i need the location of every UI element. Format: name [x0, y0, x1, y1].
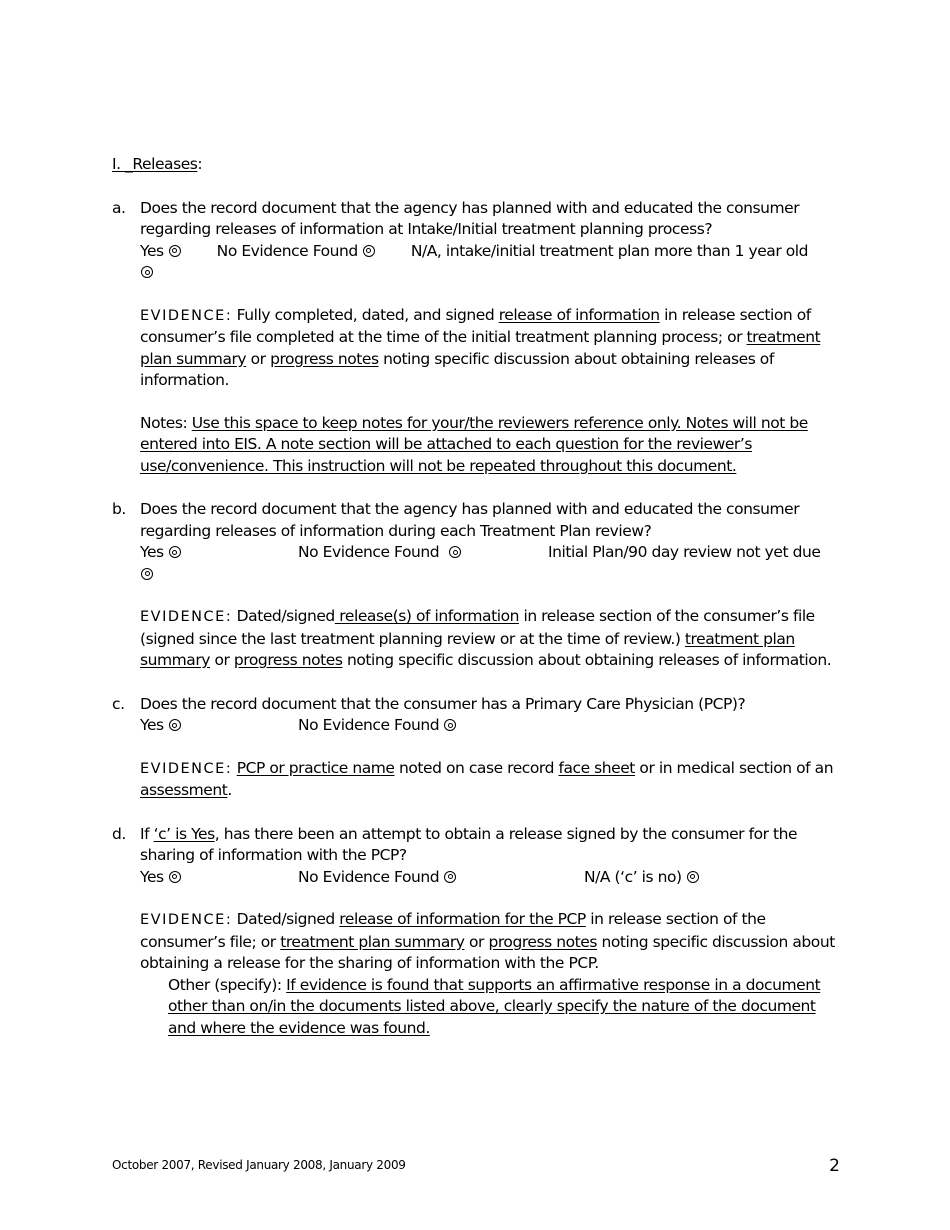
- main-content: [112, 154, 842, 1039]
- question-text: Does the record document that the agency has planned with and educated the consumer regarding releases of information at Intake/Initial treatment planning process?: [140, 198, 800, 238]
- question-item-b: [112, 499, 842, 672]
- evidence-block: EVIDENCE: Fully completed, dated, and signed release of information in release section of consumer’s file completed at the time of the initial treatment planning process; or treatment plan summary or progress notes noting specific discussion about obtaining releases of information.: [140, 305, 821, 389]
- question-text: If ‘c’ is Yes, has there been an attempt to obtain a release signed by the consumer for the sharing of information with the PCP?: [140, 824, 798, 864]
- evidence-block: EVIDENCE: Dated/signed release(s) of information in release section of the consumer’s file (signed since the last treatment planning review or at the time of review.) treatment plan summary or progress notes noting specific discussion about obtaining releases of information.: [140, 607, 832, 669]
- radio-button-icon[interactable]: [169, 719, 181, 731]
- evidence-block: EVIDENCE: PCP or practice name noted on case record face sheet or in medical section of an assessment.: [140, 758, 834, 799]
- radio-button-icon[interactable]: [141, 568, 153, 580]
- question-item-a: [112, 198, 842, 478]
- item-label: b.: [112, 500, 126, 518]
- answer-options: [140, 241, 842, 263]
- radio-button-icon[interactable]: [687, 871, 699, 883]
- option-no-evidence[interactable]: No Evidence Found: [298, 542, 548, 564]
- evidence-label: EVIDENCE:: [140, 307, 233, 324]
- section-title: I. _Releases:: [112, 155, 203, 173]
- option-na[interactable]: N/A, intake/initial treatment plan more than 1 year old: [410, 241, 809, 260]
- radio-button-icon[interactable]: [169, 245, 181, 257]
- option-yes[interactable]: Yes: [140, 867, 298, 889]
- radio-button-icon[interactable]: [141, 266, 153, 278]
- radio-button-icon[interactable]: [444, 719, 456, 731]
- answer-options: [140, 867, 842, 889]
- evidence-label: EVIDENCE:: [140, 912, 233, 928]
- option-no-evidence[interactable]: No Evidence Found: [217, 241, 375, 263]
- question-text: Does the record document that the consumer has a Primary Care Physician (PCP)?: [140, 694, 746, 713]
- option-na-radio-row: [140, 262, 842, 284]
- option-yes[interactable]: Yes: [140, 715, 298, 737]
- evidence-block: EVIDENCE: Dated/signed release of information for the PCP in release section of the consumer’s file; or treatment plan summary or progress notes noting specific discussion about obtaining a release for the sharing of information with the PCP.: [140, 910, 835, 972]
- option-not-yet-due[interactable]: Initial Plan/90 day review not yet due: [548, 543, 821, 561]
- question-item-d: [112, 824, 842, 1040]
- item-label: c.: [112, 694, 125, 713]
- answer-options: [140, 542, 842, 564]
- notes-block: Notes: Use this space to keep notes for your/the reviewers reference only. Notes will not be entered into EIS. A note section will be attached to each question for the reviewer’s use/convenience. This instruction will not be repeated throughout this document.: [140, 413, 808, 475]
- evidence-label: EVIDENCE:: [140, 760, 233, 777]
- option-yes[interactable]: Yes: [140, 542, 298, 564]
- question-item-c: [112, 694, 842, 802]
- radio-button-icon[interactable]: [444, 871, 456, 883]
- page-number: 2: [829, 1156, 840, 1176]
- evidence-label: EVIDENCE:: [140, 609, 233, 625]
- radio-button-icon[interactable]: [169, 546, 181, 558]
- option-no-evidence[interactable]: No Evidence Found: [298, 715, 456, 737]
- radio-button-icon[interactable]: [169, 871, 181, 883]
- radio-button-icon[interactable]: [449, 546, 461, 558]
- option-na[interactable]: N/A (‘c’ is no): [584, 867, 699, 889]
- answer-options: [140, 715, 842, 737]
- radio-button-icon[interactable]: [363, 245, 375, 257]
- other-specify-block: Other (specify): If evidence is found that supports an affirmative response in a document other than on/in the documents listed above, clearly specify the nature of the document and where the evidence was found.: [168, 975, 821, 1037]
- item-label: d.: [112, 824, 126, 843]
- option-not-yet-due-radio-row: [140, 564, 842, 586]
- question-text: Does the record document that the agency has planned with and educated the consumer regarding releases of information during each Treatment Plan review?: [140, 500, 800, 540]
- option-no-evidence[interactable]: No Evidence Found: [298, 867, 584, 889]
- footer-revision: October 2007, Revised January 2008, January 2009: [112, 1158, 406, 1172]
- option-yes[interactable]: Yes: [140, 241, 181, 263]
- item-label: a.: [112, 198, 126, 217]
